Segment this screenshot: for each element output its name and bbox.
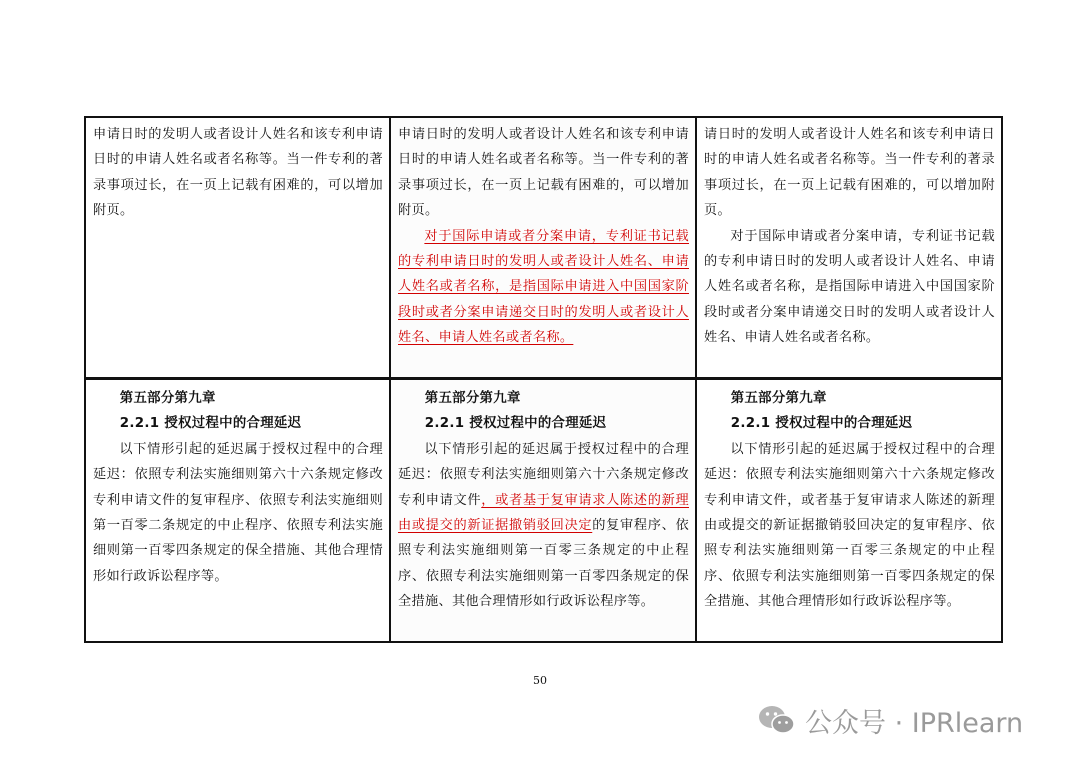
original-text-cell [85,117,390,379]
wechat-icon [757,703,797,737]
table-row [85,117,1002,379]
watermark-text: 公众号 · IPRlearn [805,707,1024,739]
paragraph: 申请日时的发明人或者设计人姓名和该专利申请日时的申请人姓名或者名称等。当一件专利的著录事项过长，在一页上记载有困难的，可以增加附页。 [398,127,689,219]
paragraph-added [398,224,689,351]
text: 以下情形引起的延迟属于授权过程中的合理延迟：依照专利法实施细则第六十六条规定修改专利申请文件 [398,441,689,508]
revised-text-cell [696,117,1002,379]
paragraph: 以下情形引起的延迟属于授权过程中的合理延迟：依照专利法实施细则第六十六条规定修改专利申请文件的复审程序、依照专利法实施细则第一百零二条规定的中止程序、依照专利法实施细则第一百零四条规定的保全措施、其他合理情形如行政诉讼程序等。 [93,441,383,584]
added-text: 对于国际申请或者分案申请，专利证书记载的专利申请日时的发明人或者设计人姓名、申请人姓名或者名称，是指国际申请进入中国国家阶段时或者分案申请递交日时的发明人或者设计人姓名、申请人姓名或者名称。 [398,228,689,346]
added-text: ，或者基于复审请求人陈述的新理由或提交的新证据撤销驳回决定 [398,492,689,534]
comparison-table [84,116,1003,643]
subsection-heading: 2.2.1 授权过程中的合理延迟 [119,416,302,432]
revised-text-cell [696,379,1002,643]
paragraph: 以下情形引起的延迟属于授权过程中的合理延迟：依照专利法实施细则第六十六条规定修改专利申请文件，或者基于复审请求人陈述的新理由或提交的新证据撤销驳回决定的复审程序、依照专利法实施细则第一百零三条规定的中止程序、依照专利法实施细则第一百零四条规定的保全措施、其他合理情形如行政诉讼程序等。 [704,441,995,610]
original-text-cell [85,379,390,643]
section-heading: 第五部分第九章 [424,391,521,406]
table-row [85,379,1002,643]
paragraph: 对于国际申请或者分案申请，专利证书记载的专利申请日时的发明人或者设计人姓名、申请人姓名或者名称，是指国际申请进入中国国家阶段时或者分案申请递交日时的发明人或者设计人姓名、申请人姓名或者名称。 [704,228,995,346]
watermark [757,700,1023,740]
page-number: 50 [533,674,547,687]
paragraph: 申请日时的发明人或者设计人姓名和该专利申请日时的申请人姓名或者名称等。当一件专利的著录事项过长，在一页上记载有困难的，可以增加附页。 [93,127,383,219]
revision-markup-cell [390,379,696,643]
subsection-heading: 2.2.1 授权过程中的合理延迟 [730,416,913,432]
text: 的复审程序、依照专利法实施细则第一百零三条规定的中止程序、依照专利法实施细则第一百零四条规定的保全措施、其他合理情形如行政诉讼程序等。 [398,518,689,610]
paragraph [398,437,689,615]
revision-markup-cell [390,117,696,379]
subsection-heading: 2.2.1 授权过程中的合理延迟 [424,416,607,432]
section-heading: 第五部分第九章 [730,391,827,406]
section-heading: 第五部分第九章 [119,391,216,406]
paragraph: 请日时的发明人或者设计人姓名和该专利申请日时的申请人姓名或者名称等。当一件专利的著录事项过长，在一页上记载有困难的，可以增加附页。 [704,127,995,219]
